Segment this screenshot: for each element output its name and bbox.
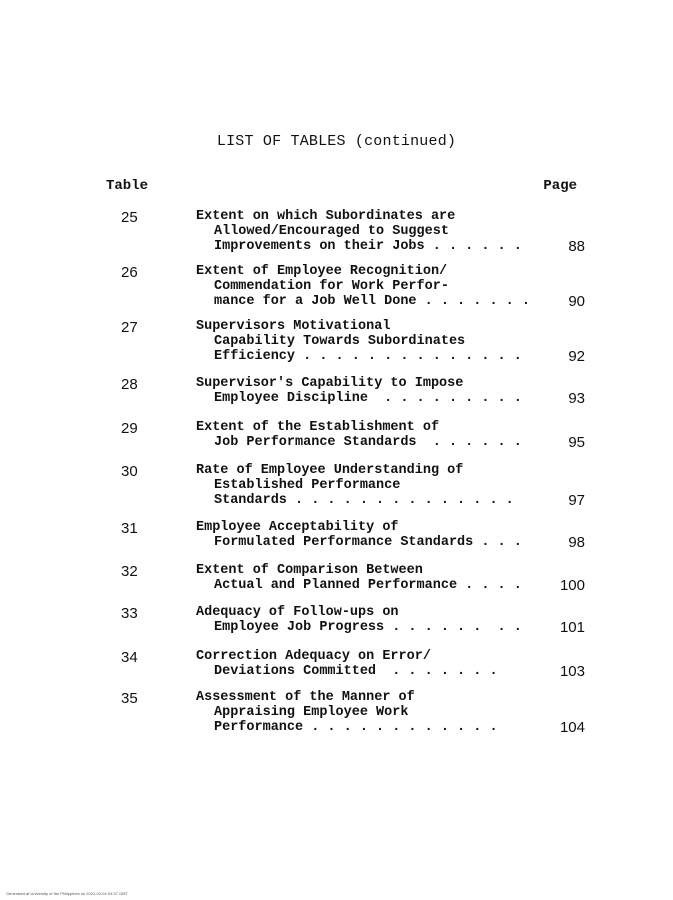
table-title-line: Performance . . . . . . . . . . . . [214,720,498,735]
table-number: 29 [121,420,138,437]
table-title-line: Capability Towards Subordinates [214,334,466,349]
page-number: 90 [568,293,585,310]
table-title-line: Assessment of the Manner of [196,690,415,705]
table-title-line: Supervisor's Capability to Impose [196,376,464,391]
page-number: 92 [568,348,585,365]
page-column-header: Page [543,178,577,194]
table-number: 34 [121,649,138,666]
page-number: 95 [568,434,585,451]
table-title-line: Extent of Comparison Between [196,563,423,578]
table-number: 33 [121,605,138,622]
table-title-line: Actual and Planned Performance . . . . [214,578,522,593]
table-title-line: Employee Job Progress . . . . . . . . [214,620,522,635]
table-title-line: Deviations Committed . . . . . . . [214,664,498,679]
page-number: 101 [559,619,585,636]
table-title-line: Employee Acceptability of [196,520,399,535]
table-title-line: Established Performance [214,478,401,493]
page-number: 104 [559,719,585,736]
footer-note: Generated at University of the Philippines on 2021-02-04 04:37 GMT [6,891,128,896]
table-number: 27 [121,319,138,336]
table-number: 30 [121,463,138,480]
table-number: 28 [121,376,138,393]
table-title-line: Adequacy of Follow-ups on [196,605,399,620]
table-title-line: Employee Discipline . . . . . . . . . [214,391,522,406]
table-title-line: Efficiency . . . . . . . . . . . . . . [214,349,522,364]
page-number: 100 [559,577,585,594]
table-title-line: Improvements on their Jobs . . . . . . [214,239,522,254]
page-number: 97 [568,492,585,509]
page-number: 103 [559,663,585,680]
table-title-line: Correction Adequacy on Error/ [196,649,431,664]
table-title-line: Extent of the Establishment of [196,420,440,435]
table-title-line: Job Performance Standards . . . . . . [214,435,522,450]
table-number: 31 [121,520,138,537]
table-title-line: Formulated Performance Standards . . . [214,535,522,550]
table-title-line: mance for a Job Well Done . . . . . . . [214,294,530,309]
page-title: LIST OF TABLES (continued) [216,133,457,150]
table-title-line: Appraising Employee Work [214,705,409,720]
table-title-line: Allowed/Encouraged to Suggest [214,224,449,239]
page-number: 93 [568,390,585,407]
page-number: 88 [568,238,585,255]
table-number: 35 [121,690,138,707]
page-number: 98 [568,534,585,551]
table-title-line: Extent on which Subordinates are [196,209,456,224]
table-number: 32 [121,563,138,580]
table-title-line: Rate of Employee Understanding of [196,463,464,478]
table-number: 25 [121,209,138,226]
table-title-line: Supervisors Motivational [196,319,391,334]
table-title-line: Extent of Employee Recognition/ [196,264,448,279]
table-title-line: Commendation for Work Perfor- [214,279,449,294]
table-column-header: Table [106,178,149,194]
table-number: 26 [121,264,138,281]
table-title-line: Standards . . . . . . . . . . . . . . [214,493,514,508]
